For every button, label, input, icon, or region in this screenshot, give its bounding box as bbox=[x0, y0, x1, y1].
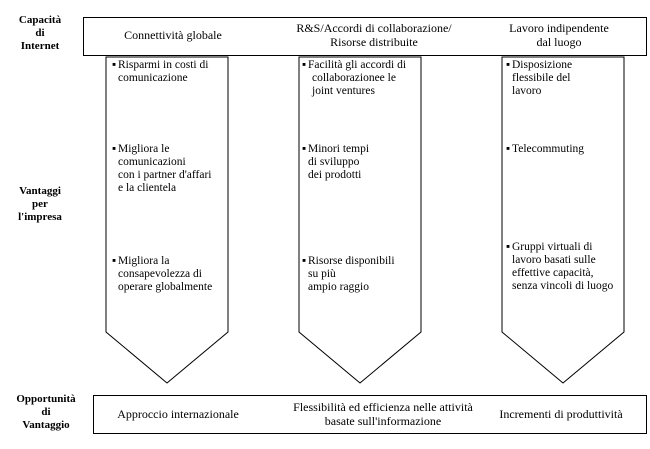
bottom-line: Incrementi di produttività bbox=[499, 407, 623, 421]
bullet-icon: ▪ bbox=[112, 59, 117, 71]
bottom-line: Flessibilità ed efficienza nelle attività bbox=[293, 400, 473, 414]
bullet-text: Disposizione bbox=[512, 59, 573, 71]
bullet-icon: ▪ bbox=[112, 143, 117, 155]
label-line: di bbox=[41, 406, 51, 418]
bullet-col2-2 bbox=[302, 143, 420, 182]
bullet-col3-3 bbox=[506, 241, 624, 293]
label-line: Opportunità bbox=[16, 393, 76, 405]
bullet-line: con i partner d'affari bbox=[118, 169, 212, 181]
bullet-line: e la clientela bbox=[118, 182, 177, 194]
bullet-line: operare globalmente bbox=[118, 281, 213, 293]
arrow-col3 bbox=[502, 57, 624, 383]
arrow-col1 bbox=[106, 57, 228, 383]
bullet-line: consapevolezza di bbox=[118, 268, 202, 280]
bullet-line bbox=[112, 255, 226, 268]
bullet-text: Risorse disponibili bbox=[308, 255, 395, 267]
bullet-icon: ▪ bbox=[302, 143, 307, 155]
bullet-icon: ▪ bbox=[506, 59, 511, 71]
bullet-line bbox=[506, 241, 624, 254]
bullet-text: Migliora le bbox=[118, 143, 170, 155]
bullet-line: flessibile del bbox=[512, 72, 571, 84]
label-line: l'impresa bbox=[18, 211, 62, 223]
bullet-col2-3 bbox=[302, 255, 420, 294]
bullet-text: Gruppi virtuali di bbox=[512, 241, 593, 253]
bullet-col2-1 bbox=[302, 59, 420, 98]
bullet-line bbox=[112, 143, 226, 156]
bullet-col1-2 bbox=[112, 143, 226, 195]
bullet-line: lavoro bbox=[512, 85, 542, 97]
bullet-line bbox=[506, 59, 624, 72]
bullet-line: comunicazione bbox=[118, 72, 188, 84]
bullet-line: lavoro basati sulle bbox=[512, 254, 596, 266]
label-line: per bbox=[32, 198, 48, 210]
label-line: Capacità bbox=[18, 14, 62, 26]
bullet-text: Risparmi in costi di bbox=[118, 59, 209, 71]
bullet-line: su più bbox=[308, 268, 336, 280]
bullet-line: di sviluppo bbox=[308, 156, 360, 168]
arrow-col2 bbox=[299, 57, 421, 383]
header-line: Connettività globale bbox=[124, 28, 222, 42]
bullet-line bbox=[112, 59, 226, 72]
bottom-flessibilita bbox=[274, 400, 492, 428]
bullet-icon: ▪ bbox=[302, 59, 307, 71]
bottom-incrementi bbox=[486, 407, 636, 421]
header-line: Lavoro indipendente bbox=[509, 21, 609, 35]
bullet-line bbox=[302, 255, 420, 268]
bullet-line bbox=[506, 143, 624, 156]
bullet-line: dei prodotti bbox=[308, 169, 362, 181]
bullet-text: Minori tempi bbox=[308, 143, 370, 155]
bullet-icon: ▪ bbox=[506, 241, 511, 253]
bottom-line: Approccio internazionale bbox=[117, 407, 239, 421]
bullet-line: senza vincoli di luogo bbox=[512, 280, 614, 292]
bullet-text: Telecommuting bbox=[512, 143, 585, 155]
bullet-col1-1 bbox=[112, 59, 226, 85]
header-line: dal luogo bbox=[536, 35, 582, 49]
header-line: Risorse distribuite bbox=[330, 35, 418, 49]
bullet-line: joint ventures bbox=[312, 85, 375, 97]
bottom-line: basate sull'informazione bbox=[324, 414, 442, 428]
bullet-icon: ▪ bbox=[506, 143, 511, 155]
bullet-line bbox=[302, 59, 420, 72]
bullet-line: collaborazionee le bbox=[312, 72, 396, 84]
bullet-line: ampio raggio bbox=[308, 281, 369, 293]
label-line: di bbox=[35, 27, 45, 39]
bullet-col3-2 bbox=[506, 143, 624, 156]
bullet-col1-3 bbox=[112, 255, 226, 294]
bullet-icon: ▪ bbox=[112, 255, 117, 267]
bullet-line: comunicazioni bbox=[118, 156, 186, 168]
bullet-text: Facilità gli accordi di bbox=[308, 59, 407, 71]
label-line: Internet bbox=[20, 40, 60, 52]
header-line: R&S/Accordi di collaborazione/ bbox=[296, 21, 452, 35]
bullet-line bbox=[302, 143, 420, 156]
bullet-text: Migliora la bbox=[118, 255, 170, 267]
bullet-col3-1 bbox=[506, 59, 624, 98]
bullet-line: effettive capacità, bbox=[512, 267, 594, 279]
bottom-approccio bbox=[94, 407, 262, 421]
bottom-box bbox=[93, 395, 647, 434]
label-line: Vantaggio bbox=[22, 419, 70, 431]
bullet-icon: ▪ bbox=[302, 255, 307, 267]
label-line: Vantaggi bbox=[19, 185, 61, 197]
